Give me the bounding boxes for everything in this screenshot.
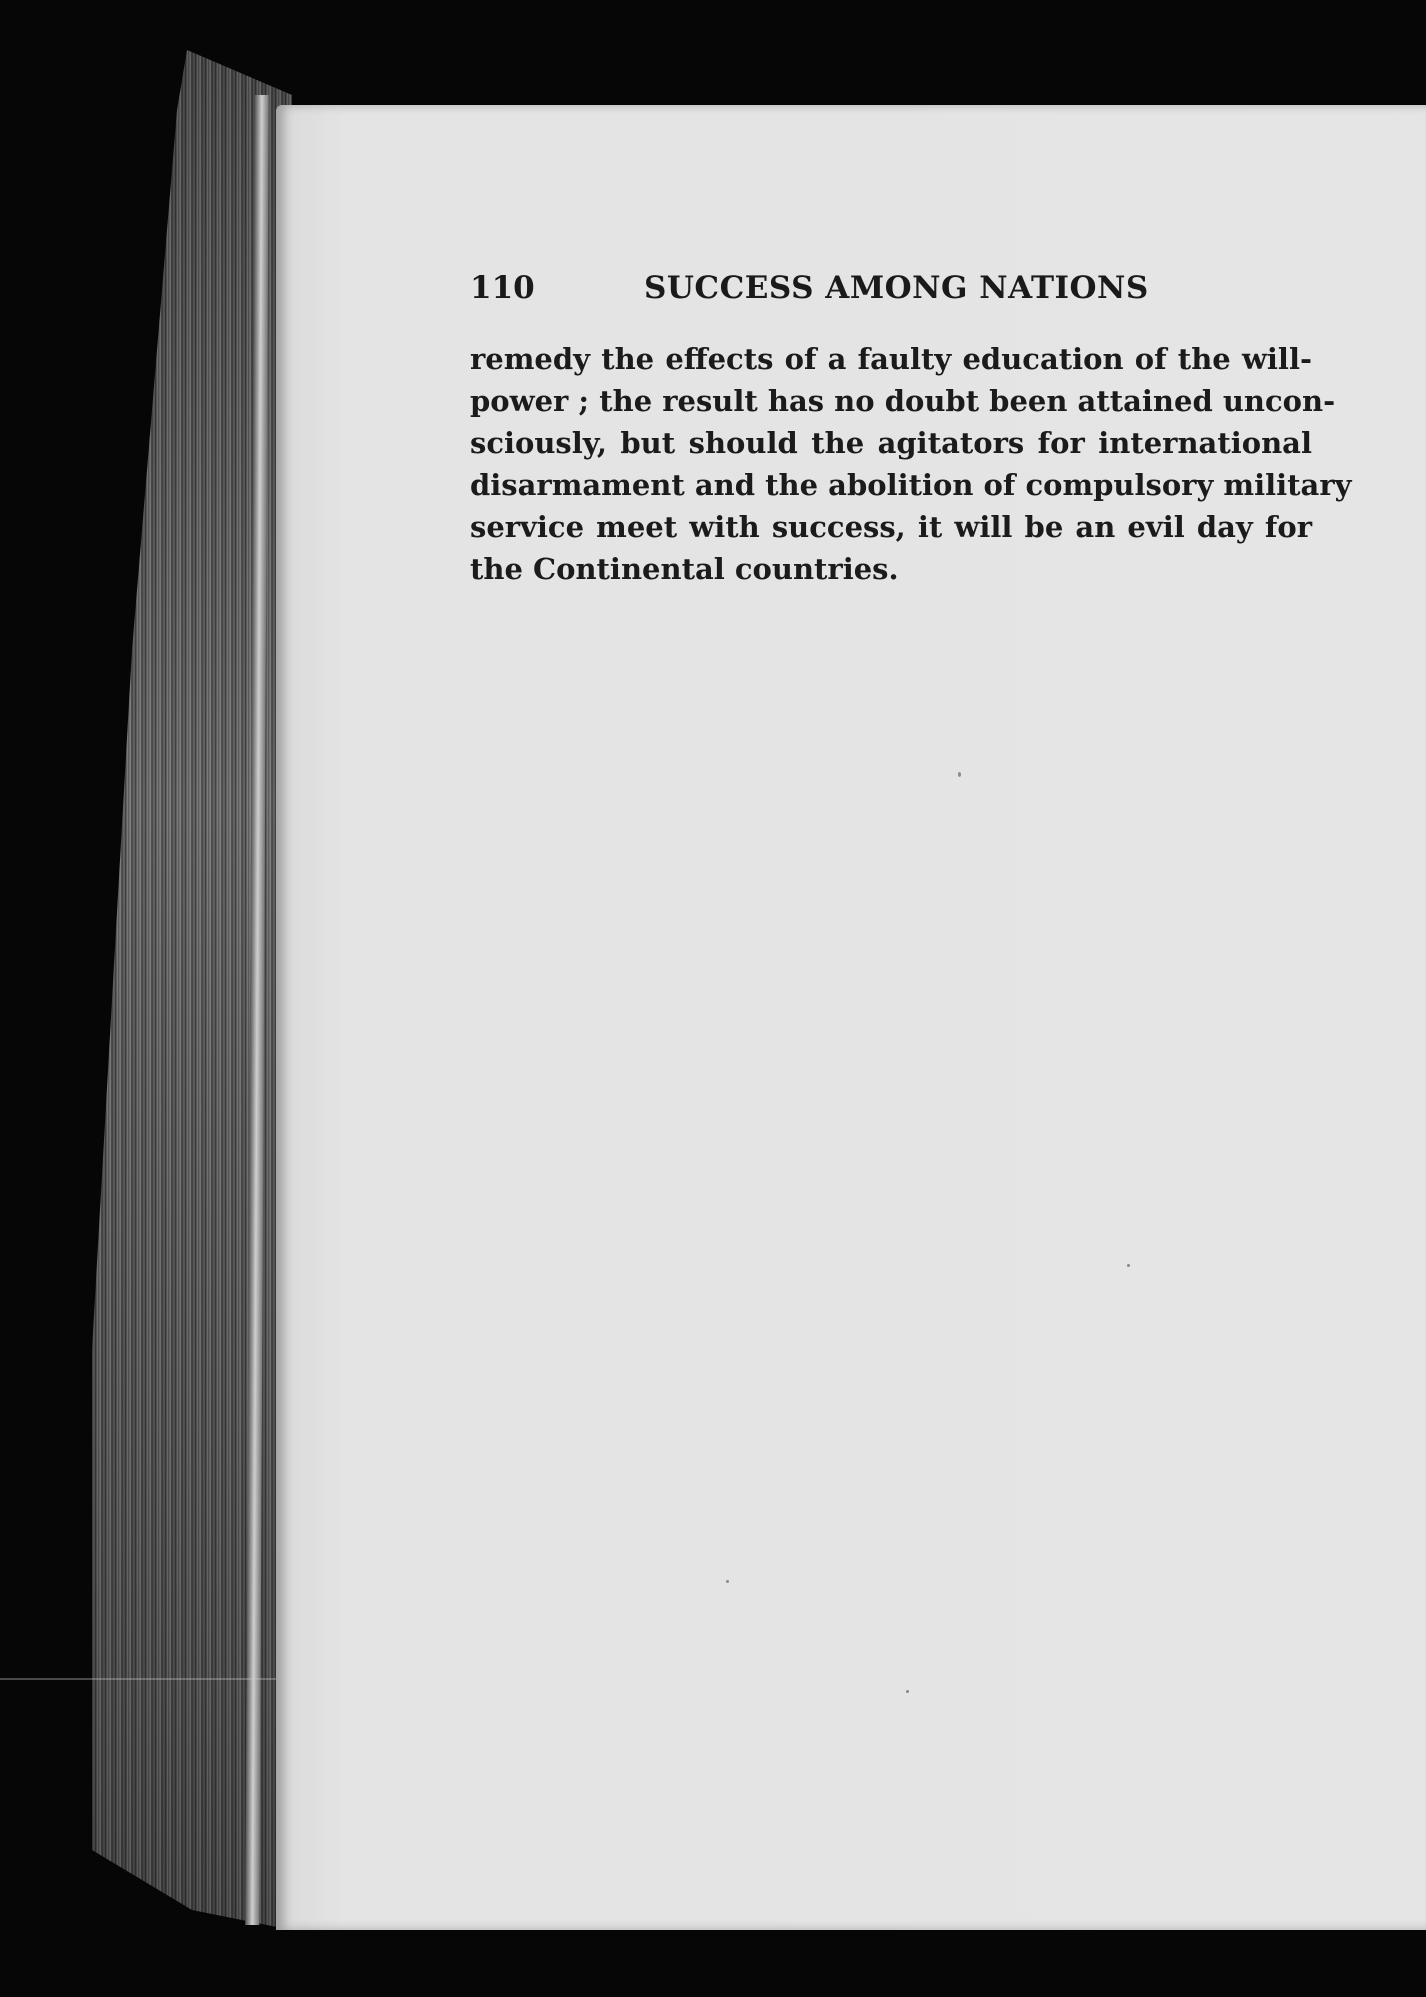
page-number: 110 [470,270,535,306]
scan-artifact-line [0,1678,290,1680]
text-line: power ; the result has no doubt been attained uncon- [470,384,1336,418]
body-paragraph [470,338,1352,590]
paper-speck [906,1690,909,1693]
text-line: sciously, but should the agitators for international [470,426,1312,460]
paper-speck [726,1580,729,1583]
paper-speck [958,772,961,777]
running-title: SUCCESS AMONG NATIONS [644,270,1149,306]
text-line: the Continental countries. [470,552,899,586]
text-line: disarmament and the abolition of compulsory military [470,468,1352,502]
paper-speck [1127,1264,1130,1267]
text-line: service meet with success, it will be an evil day for [470,510,1312,544]
text-line: remedy the effects of a faulty education of the will- [470,342,1312,376]
running-head [470,270,1150,310]
